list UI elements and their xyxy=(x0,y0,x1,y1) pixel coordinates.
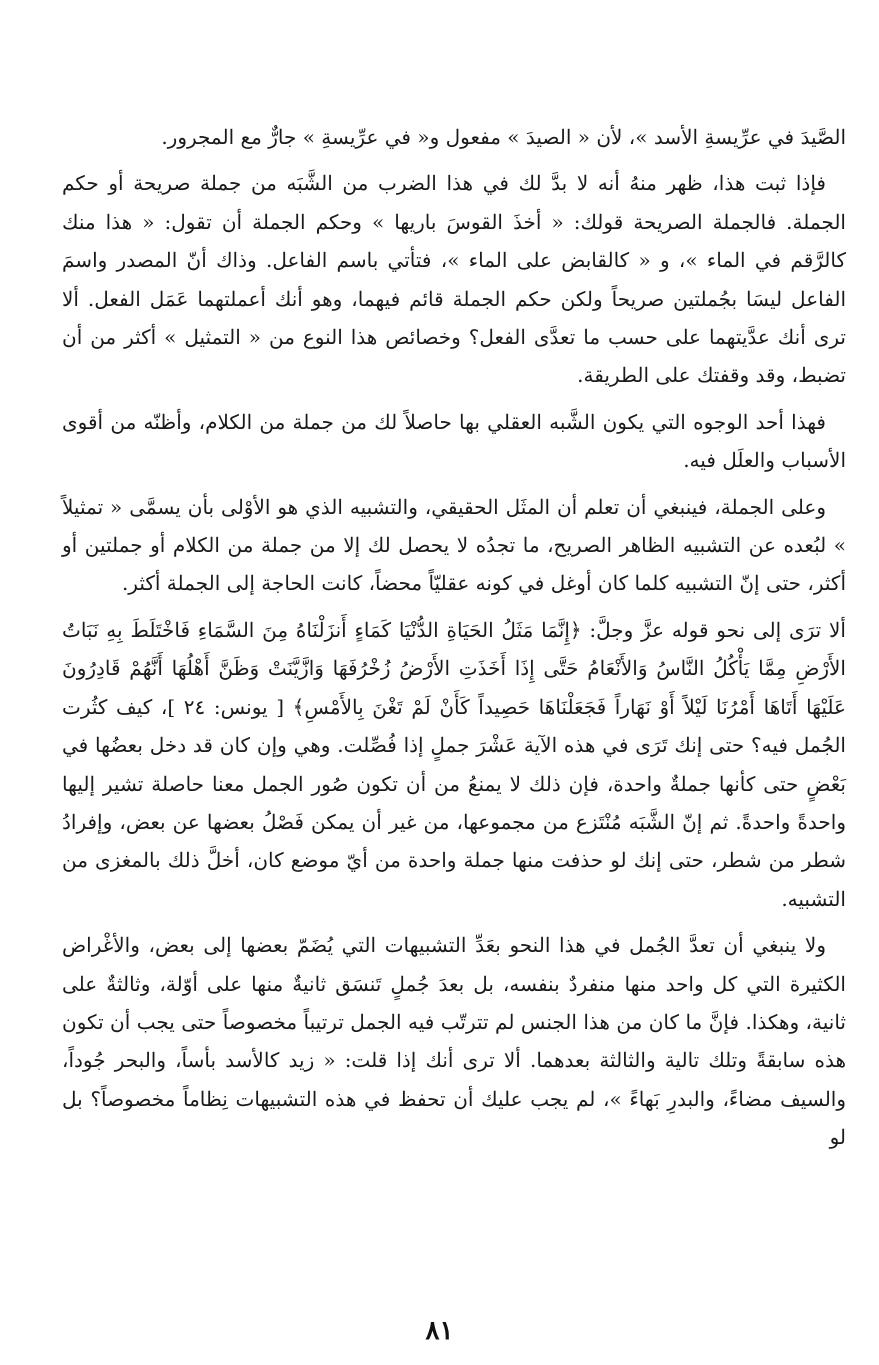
paragraph: الصَّيدَ في عرِّيسةِ الأسد »، لأن « الصيدَ » مفعول و« في عرِّيسةِ » جارٌّ مع المجرور. xyxy=(161,125,846,149)
paragraph: فإذا ثبت هذا، ظهر منهُ أنه لا بدَّ لك في هذا الضرب من الشَّبَه من جملة صريحة أو حكم الجملة. فالجملة الصريحة قولك: « أخذَ القوسَ باريها » وحكم الجملة أن تقول: « هذا منك كالرَّقم في الماء »، و « كالقابض على الماء »، فتأتي باسم الفاعل. وذاك أنّ المصدر واسمَ الفاعل ليسَا بجُملتين صريحاً ولكن حكم الجملة قائم فيهما، وهو أنك أعملتهما عَمَل الفعل. ألا ترى أنك عدَّيتهما على حسب ما تعدَّى الفعل؟ وخصائص هذا النوع من « التمثيل » أكثر من أن تضبط، وقد وقفتك على الطريقة. xyxy=(62,171,846,388)
page-body xyxy=(62,118,846,1268)
paragraph: ولا ينبغي أن تعدَّ الجُمل في هذا النحو بعَدِّ التشبيهات التي يُضَمّ بعضها إلى بعض، والأغْراض الكثيرة التي كل واحد منها منفردٌ بنفسه، بل بعدَ جُملٍ تَنسَق ثانيةٌ منها على أوّلة، وثالثةٌ على ثانية، وهكذا. فإنَّ ما كان من هذا الجنس لم تترتّب فيه الجمل ترتيباً مخصوصاً حتى يجب أن تكون هذه سابقةً وتلك تالية والثالثة بعدهما. ألا ترى أنك إذا قلت: « زيد كالأسد بأساً، والبحر جُوداً، والسيف مضاءً، والبدرِ بَهاءً »، لم يجب عليك أن تحفظ في هذه التشبيهات نِظاماً مخصوصاً؟ بل لو xyxy=(62,933,846,1150)
paragraph: وعلى الجملة، فينبغي أن تعلم أن المثَل الحقيقي، والتشبيه الذي هو الأوْلى بأن يسمَّى « تمثيلاً » لبُعده عن التشبيه الظاهر الصريح، ما تجدُه لا يحصل لك إلا من جملة من الكلام أو جملتين أو أكثر، حتى إنّ التشبيه كلما كان أوغل في كونه عقليّاً محضاً، كانت الحاجة إلى الجملة أكثر. xyxy=(62,494,846,596)
paragraph: فهذا أحد الوجوه التي يكون الشَّبه العقلي بها حاصلاً لك من جملة من الكلام، وأظنّه من أقوى الأسباب والعلَل فيه. xyxy=(62,409,846,473)
paragraph: ألا ترَى إلى نحو قوله عزَّ وجلَّ: ﴿إِنَّمَا مَثَلُ الحَيَاةِ الدُّنْيَا كَمَاءٍ أَنزَلْنَاهُ مِنَ السَّمَاءِ فَاخْتَلَطَ بِهِ نَبَاتُ الأَرْضِ مِمَّا يَأْكُلُ النَّاسُ وَالأَنْعَامُ حَتَّى إِذَا أَخَذَتِ الأَرْضُ زُخْرُفَهَا وَازَّيَّنَتْ وَظَنَّ أَهْلُهَا أَنَّهُمْ قَادِرُونَ عَلَيْهَا أَتَاهَا أَمْرُنَا لَيْلاً أَوْ نَهَاراً فَجَعَلْنَاهَا حَصِيداً كَأَنْ لَمْ تَغْنَ بِالأَمْسِ﴾ [ يونس: ٢٤ ]، كيف كثُرت الجُمل فيه؟ حتى إنك تَرَى في هذه الآية عَشْرَ جملٍ إذا فُصِّلت. وهي وإن كان قد دخل بعضُها في بَعْضٍ حتى كأنها جملةٌ واحدة، فإن ذلك لا يمنعُ من أن تكون صُور الجمل معنا حاصلة تشير إليها واحدةً واحدةً. ثم إنّ الشَّبَه مُنْتَزع من مجموعها، من غير أن يمكن فَصْلُ بعضها عن بعض، وإفرادُ شطر من شطر، حتى إنك لو حذفت منها جملة واحدة من أيّ موضع كان، أخلَّ ذلك بالمغزى من التشبيه. xyxy=(62,617,846,911)
page-number: ٨١ xyxy=(425,1316,454,1346)
